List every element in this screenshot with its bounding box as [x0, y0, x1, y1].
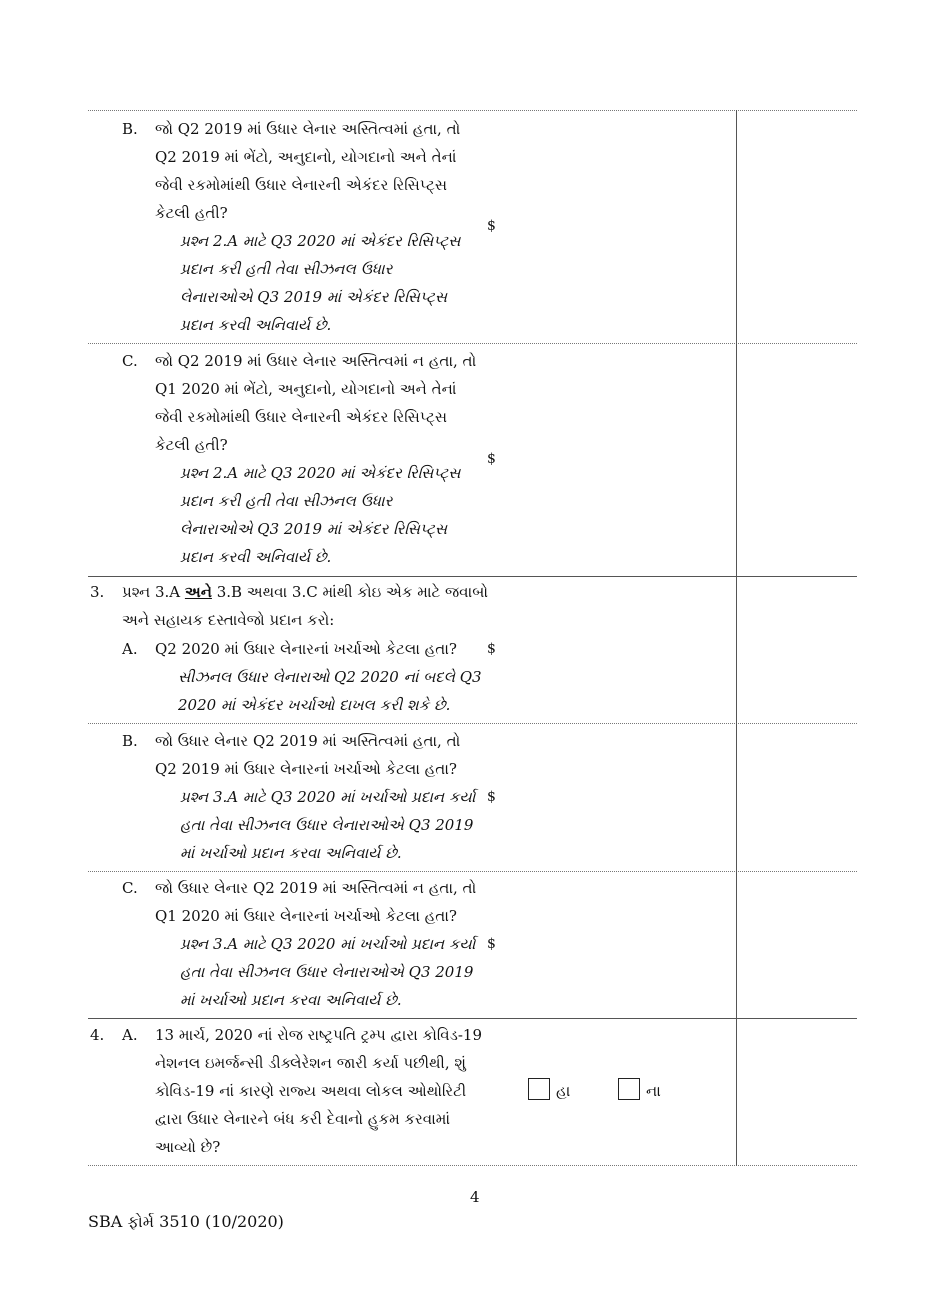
question-text: કેટલી હતી? — [155, 436, 228, 454]
question-text: જેવી રકમોમાંથી ઉધાર લેનારની એકંદર રિસિપ્ટ્સ — [155, 408, 447, 426]
instruction-note: 2020 માં એકંદર ખર્ચાઓ દાખલ કરી શકે છે. — [178, 696, 451, 714]
item-letter: A. — [122, 640, 138, 658]
question-number: 3. — [90, 583, 105, 601]
instruction-note: હતા તેવા સીઝનલ ઉધાર લેનારાઓએ Q3 2019 — [180, 963, 474, 981]
instruction-note: લેનારાઓએ Q3 2019 માં એકંદર રિસિપ્ટ્સ — [180, 288, 448, 306]
instruction-note: સીઝનલ ઉધાર લેનારાઓ Q2 2020 નાં બદલે Q3 — [178, 668, 482, 686]
item-letter: B. — [122, 732, 138, 750]
instruction-note: પ્રદાન કરી હતી તેવા સીઝનલ ઉધાર — [180, 492, 393, 510]
page-number: 4 — [470, 1188, 480, 1206]
question-intro — [122, 578, 488, 606]
dollar-sign: $ — [487, 641, 496, 657]
instruction-note: પ્રદાન કરવી અનિવાર્ય છે. — [180, 316, 332, 334]
dollar-sign: $ — [487, 218, 496, 234]
amount-field-2b[interactable] — [500, 216, 720, 236]
amount-field-3a[interactable] — [500, 639, 720, 659]
row-divider — [88, 343, 857, 344]
section-divider — [88, 1018, 857, 1019]
instruction-note: હતા તેવા સીઝનલ ઉધાર લેનારાઓએ Q3 2019 — [180, 816, 474, 834]
question-text: કોવિડ-19 નાં કારણે રાજ્ય અથવા લોકલ ઓથોરિટી — [155, 1082, 467, 1100]
row-divider — [88, 871, 857, 872]
item-letter: C. — [122, 879, 138, 897]
section-divider — [88, 576, 857, 577]
instruction-note: પ્રશ્ન 2.A માટે Q3 2020 માં એકંદર રિસિપ્ટ્સ — [180, 464, 461, 482]
question-text: નેશનલ ઇમર્જન્સી ડીક્લેરેશન જારી કર્યા પછીથી, શું — [155, 1054, 466, 1072]
question-text: Q2 2019 માં ભેંટો, અનુદાનો, યોગદાનો અને તેનાં — [155, 148, 457, 166]
question-text: દ્વારા ઉધાર લેનારને બંધ કરી દેવાનો હુકમ કરવામાં — [155, 1110, 451, 1128]
question-text: આવ્યો છે? — [155, 1138, 221, 1156]
amount-field-3c[interactable] — [500, 934, 720, 954]
question-text: જો ઉધાર લેનાર Q2 2019 માં અસ્તિત્વમાં ન હતા, તો — [155, 879, 477, 897]
question-text: કેટલી હતી? — [155, 204, 228, 222]
instruction-note: માં ખર્ચાઓ પ્રદાન કરવા અનિવાર્ય છે. — [180, 991, 402, 1009]
row-divider — [88, 723, 857, 724]
row-divider — [88, 1165, 857, 1166]
question-text: Q1 2020 માં ઉધાર લેનારનાં ખર્ચાઓ કેટલા હતા? — [155, 907, 457, 925]
question-text: Q2 2019 માં ઉધાર લેનારનાં ખર્ચાઓ કેટલા હતા? — [155, 760, 457, 778]
intro-text: 3.B અથવા 3.C માંથી કોઇ એક માટે જવાબો — [211, 583, 489, 601]
amount-field-3b[interactable] — [500, 787, 720, 807]
instruction-note: પ્રશ્ન 3.A માટે Q3 2020 માં ખર્ચાઓ પ્રદાન કર્યા — [180, 935, 476, 953]
column-divider — [736, 110, 737, 1166]
instruction-note: લેનારાઓએ Q3 2019 માં એકંદર રિસિપ્ટ્સ — [180, 520, 448, 538]
instruction-note: પ્રશ્ન 2.A માટે Q3 2020 માં એકંદર રિસિપ્ટ્સ — [180, 232, 461, 250]
question-text: Q2 2020 માં ઉધાર લેનારનાં ખર્ચાઓ કેટલા હતા? — [155, 640, 457, 658]
question-text: જો ઉધાર લેનાર Q2 2019 માં અસ્તિત્વમાં હતા, તો — [155, 732, 461, 750]
no-label: ના — [646, 1082, 661, 1100]
question-number: 4. — [90, 1026, 105, 1044]
instruction-note: માં ખર્ચાઓ પ્રદાન કરવા અનિવાર્ય છે. — [180, 844, 402, 862]
question-text: જેવી રકમોમાંથી ઉધાર લેનારની એકંદર રિસિપ્ટ્સ — [155, 176, 447, 194]
question-text: જો Q2 2019 માં ઉધાર લેનાર અસ્તિત્વમાં હતા, તો — [155, 120, 461, 138]
question-text: Q1 2020 માં ભેંટો, અનુદાનો, યોગદાનો અને તેનાં — [155, 380, 457, 398]
intro-emphasis: અને — [184, 583, 212, 601]
intro-text: પ્રશ્ન 3.A — [122, 583, 185, 601]
instruction-note: પ્રદાન કરી હતી તેવા સીઝનલ ઉધાર — [180, 260, 393, 278]
dollar-sign: $ — [487, 789, 496, 805]
question-intro: અને સહાયક દસ્તાવેજો પ્રદાન કરો: — [122, 611, 335, 629]
dollar-sign: $ — [487, 451, 496, 467]
item-letter: B. — [122, 120, 138, 138]
question-text: જો Q2 2019 માં ઉધાર લેનાર અસ્તિત્વમાં ન હતા, તો — [155, 352, 477, 370]
instruction-note: પ્રદાન કરવી અનિવાર્ય છે. — [180, 548, 332, 566]
yes-label: હા — [556, 1082, 571, 1100]
dollar-sign: $ — [487, 936, 496, 952]
item-letter: C. — [122, 352, 138, 370]
form-identifier: SBA ફોર્મ 3510 (10/2020) — [88, 1212, 284, 1231]
question-text: 13 માર્ચ, 2020 નાં રોજ રાષ્ટ્રપતિ ટ્રમ્પ દ્વારા કોવિડ-19 — [155, 1026, 482, 1044]
instruction-note: પ્રશ્ન 3.A માટે Q3 2020 માં ખર્ચાઓ પ્રદાન કર્યા — [180, 788, 476, 806]
yes-checkbox[interactable] — [528, 1078, 550, 1100]
amount-field-2c[interactable] — [500, 449, 720, 469]
row-divider — [88, 110, 857, 111]
item-letter: A. — [122, 1026, 138, 1044]
no-checkbox[interactable] — [618, 1078, 640, 1100]
